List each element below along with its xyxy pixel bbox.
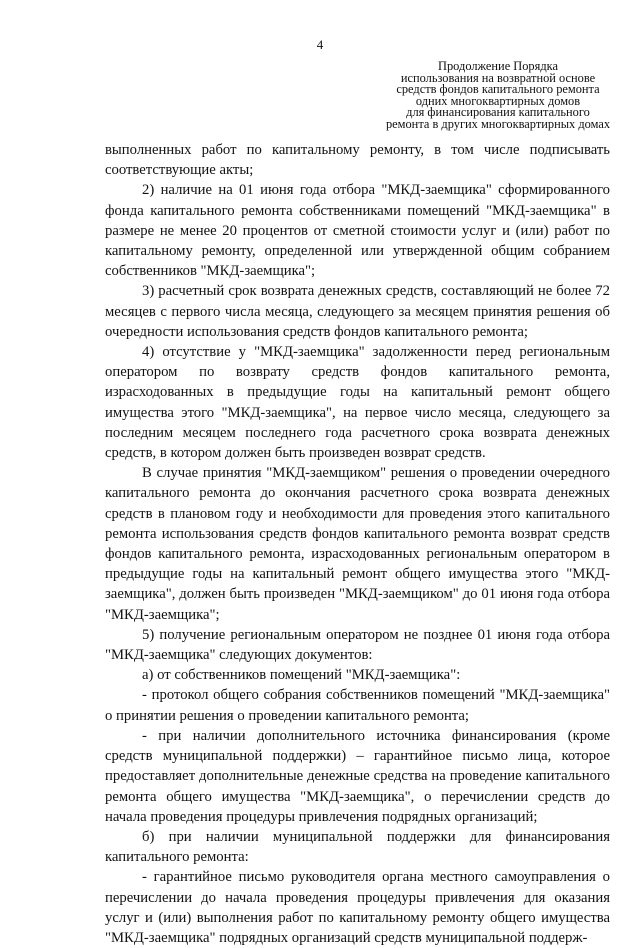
body-paragraph: В случае принятия "МКД-заемщиком" решения о проведении очередного капитального ремонта до окончания расчетного срока возврата денежных средств в плановом году и необходимости для проведения этого капитального ремонта использования средств фондов капитального ремонта возврат средств фондов капитального ремонта, израсходованных региональным оператором в предыдущие годы на капитальный ремонт общего имущества этого "МКД-заемщика", должен быть произведен "МКД-заемщиком" до 01 июня года отбора "МКД-заемщика";	[105, 465, 610, 623]
header-line: одних многоквартирных домов	[415, 93, 581, 108]
body-paragraph: 2) наличие на 01 июня года отбора "МКД-заемщика" сформированного фонда капитального ремонта собственниками помещений "МКД-заемщика" в размере не менее 20 процентов от сметной стоимости услуг и (или) работ по капитальному ремонту, определенной или утвержденной общим собранием собственников "МКД-заемщика";	[105, 182, 610, 280]
body-paragraph: выполненных работ по капитальному ремонту, в том числе подписывать соответствующие акты;	[105, 142, 610, 179]
page-number: 4	[316, 37, 324, 52]
document-body	[105, 140, 610, 948]
header-line: для финансирования капитального	[406, 105, 590, 120]
body-paragraph: - протокол общего собрания собственников помещений "МКД-заемщика" о принятии решения о проведении капитального ремонта;	[105, 687, 610, 724]
body-paragraph: 3) расчетный срок возврата денежных средств, составляющий не более 72 месяцев с первого числа месяца, следующего за месяцем принятия решения об очередности использования средств фондов капитального ремонта;	[105, 283, 610, 340]
body-paragraph: - гарантийное письмо руководителя органа местного самоуправления о перечислении до начала проведения процедуры привлечения для оказания услуг и (или) выполнения работ по капитальному ремонту общего имущества "МКД-заемщика" подрядных организаций средств муниципальной поддерж-	[105, 869, 610, 946]
body-paragraph: а) от собственников помещений "МКД-заемщика":	[142, 667, 461, 684]
header-line: использования на возвратной основе	[400, 70, 596, 85]
body-paragraph: - при наличии дополнительного источника финансирования (кроме средств муниципальной поддержки) – гарантийное письмо лица, которое предоставляет дополнительные денежные средства на проведение капитального ремонта общего имущества "МКД-заемщика", о перечислении средств до начала проведения процедуры привлечения подрядных организаций;	[105, 727, 610, 825]
header-line: средств фондов капитального ремонта	[396, 82, 600, 97]
body-paragraph: 5) получение региональным оператором не позднее 01 июня года отбора "МКД-заемщика" следующих документов:	[105, 626, 610, 664]
header-line: ремонта в других многоквартирных домах	[385, 116, 611, 131]
header-line: Продолжение Порядка	[438, 59, 558, 73]
document-header	[378, 61, 618, 131]
body-paragraph: б) при наличии муниципальной поддержки для финансирования капитального ремонта:	[105, 828, 610, 866]
body-paragraph: 4) отсутствие у "МКД-заемщика" задолженности перед региональным оператором по возврату средств фондов капитального ремонта, израсходованных в предыдущие годы на капитальный ремонт общего имущества этого "МКД-заемщика", на первое число месяца, следующего за последним месяцем последнего года расчетного срока возврата денежных средств, в котором должен быть произведен возврат средств.	[105, 344, 610, 462]
